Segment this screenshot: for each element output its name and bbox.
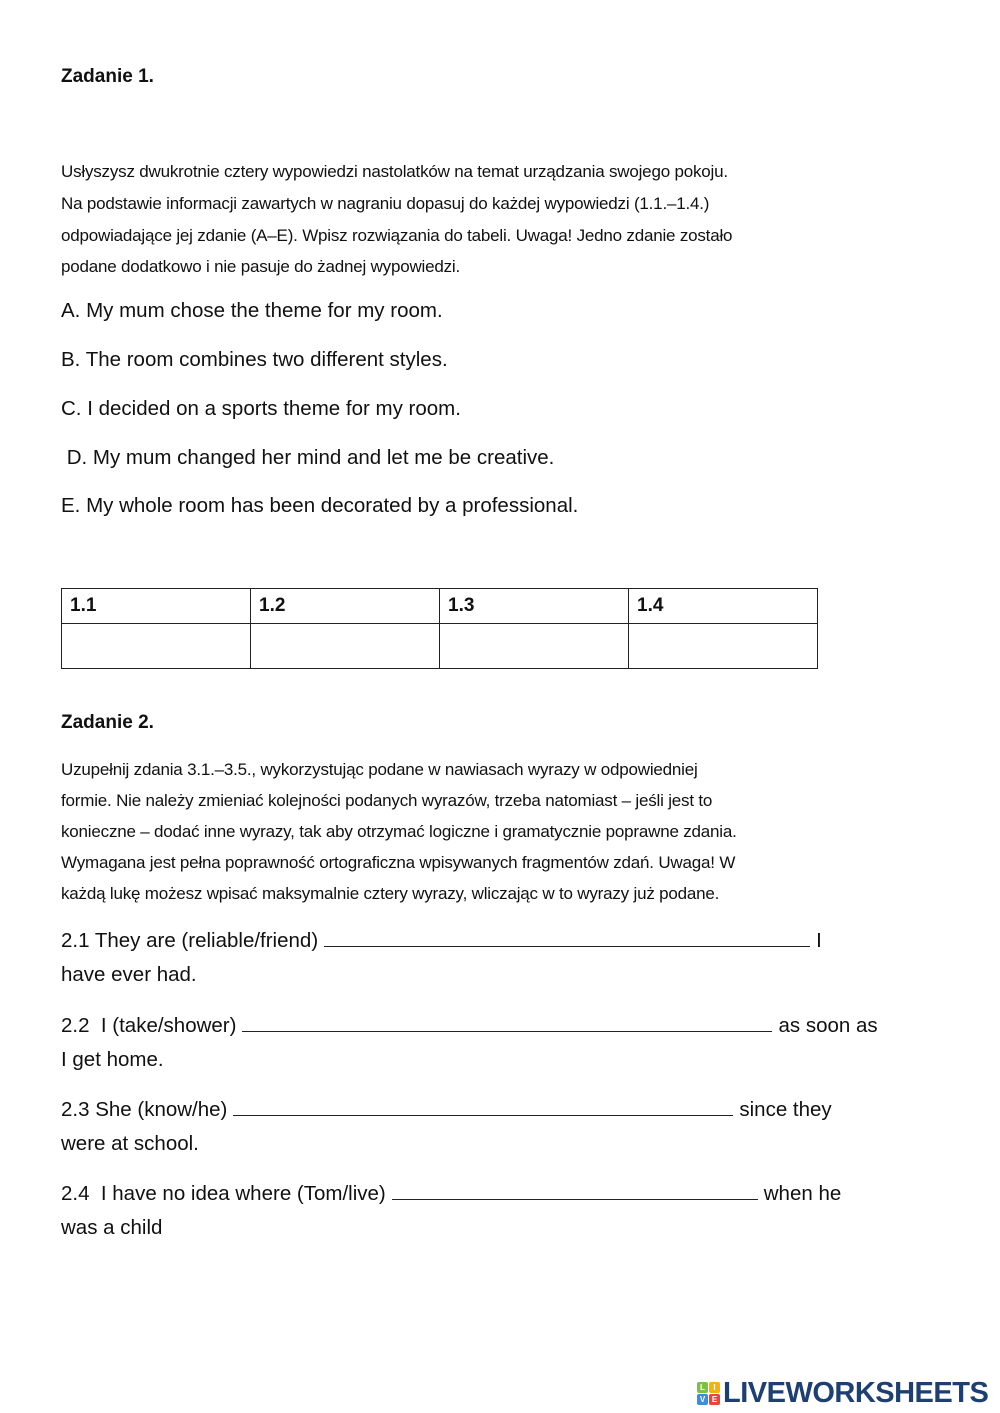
exercise-text: 2.2 I (take/shower)	[61, 1014, 237, 1037]
logo-tile: I	[709, 1382, 720, 1393]
exercise-text: 2.1 They are (reliable/friend)	[61, 929, 319, 952]
task2-instruction-line: formie. Nie należy zmieniać kolejności podanych wyrazów, trzeba natomiast – jeśli jest to	[61, 791, 713, 810]
answer-cell-1-2[interactable]	[251, 624, 440, 669]
exercise-text: as soon as	[778, 1014, 878, 1037]
exercise-2-4-cont: was a child	[61, 1216, 163, 1239]
task1-instruction-line: Usłyszysz dwukrotnie cztery wypowiedzi nastolatków na temat urządzania swojego pokoju.	[61, 162, 728, 181]
answer-blank[interactable]	[233, 1097, 733, 1116]
exercise-text: when he	[763, 1182, 842, 1205]
answer-blank[interactable]	[392, 1181, 758, 1200]
option-a: A. My mum chose the theme for my room.	[61, 299, 443, 322]
logo-tiles-icon	[697, 1382, 720, 1405]
option-d: D. My mum changed her mind and let me be creative.	[61, 446, 555, 469]
table-header-1-2: 1.2	[251, 589, 440, 624]
exercise-2-4	[61, 1181, 841, 1206]
task2-title: Zadanie 2.	[61, 712, 154, 733]
exercise-2-3-cont: were at school.	[61, 1132, 199, 1155]
task2-instruction-line: konieczne – dodać inne wyrazy, tak aby otrzymać logiczne i gramatycznie poprawne zdania.	[61, 822, 737, 841]
exercise-text: I	[816, 929, 822, 952]
answer-cell-1-1[interactable]	[62, 624, 251, 669]
task2-instruction-line: Uzupełnij zdania 3.1.–3.5., wykorzystując podane w nawiasach wyrazy w odpowiedniej	[61, 760, 698, 779]
task1-instruction-line: podane dodatkowo i nie pasuje do żadnej wypowiedzi.	[61, 257, 461, 276]
logo-tile: V	[697, 1394, 708, 1405]
exercise-2-3	[61, 1097, 832, 1122]
exercise-text: since they	[739, 1098, 832, 1121]
exercise-2-1-cont: have ever had.	[61, 963, 197, 986]
table-header-1-1: 1.1	[62, 589, 251, 624]
logo-tile: E	[709, 1394, 720, 1405]
table-header-1-4: 1.4	[629, 589, 818, 624]
exercise-2-2	[61, 1013, 878, 1038]
logo-text: LIVEWORKSHEETS	[723, 1377, 989, 1409]
task1-title: Zadanie 1.	[61, 66, 154, 87]
exercise-2-2-cont: I get home.	[61, 1048, 164, 1071]
option-e: E. My whole room has been decorated by a professional.	[61, 494, 579, 517]
logo-tile: L	[697, 1382, 708, 1393]
liveworksheets-logo	[697, 1377, 988, 1410]
answer-cell-1-4[interactable]	[629, 624, 818, 669]
option-c: C. I decided on a sports theme for my room.	[61, 397, 461, 420]
table-header-1-3: 1.3	[440, 589, 629, 624]
exercise-2-1	[61, 928, 822, 953]
answer-table	[61, 588, 818, 669]
answer-blank[interactable]	[242, 1013, 772, 1032]
answer-blank[interactable]	[324, 928, 810, 947]
exercise-text: 2.3 She (know/he)	[61, 1098, 228, 1121]
task2-instruction-line: Wymagana jest pełna poprawność ortograficzna wpisywanych fragmentów zdań. Uwaga! W	[61, 853, 736, 872]
option-b: B. The room combines two different styles.	[61, 348, 448, 371]
task2-instruction-line: każdą lukę możesz wpisać maksymalnie cztery wyrazy, wliczając w to wyrazy już podane.	[61, 884, 720, 903]
task1-instruction-line: odpowiadające jej zdanie (A–E). Wpisz rozwiązania do tabeli. Uwaga! Jedno zdanie zostało	[61, 226, 733, 245]
answer-cell-1-3[interactable]	[440, 624, 629, 669]
exercise-text: 2.4 I have no idea where (Tom/live)	[61, 1182, 386, 1205]
task1-instruction-line: Na podstawie informacji zawartych w nagraniu dopasuj do każdej wypowiedzi (1.1.–1.4.)	[61, 194, 710, 213]
